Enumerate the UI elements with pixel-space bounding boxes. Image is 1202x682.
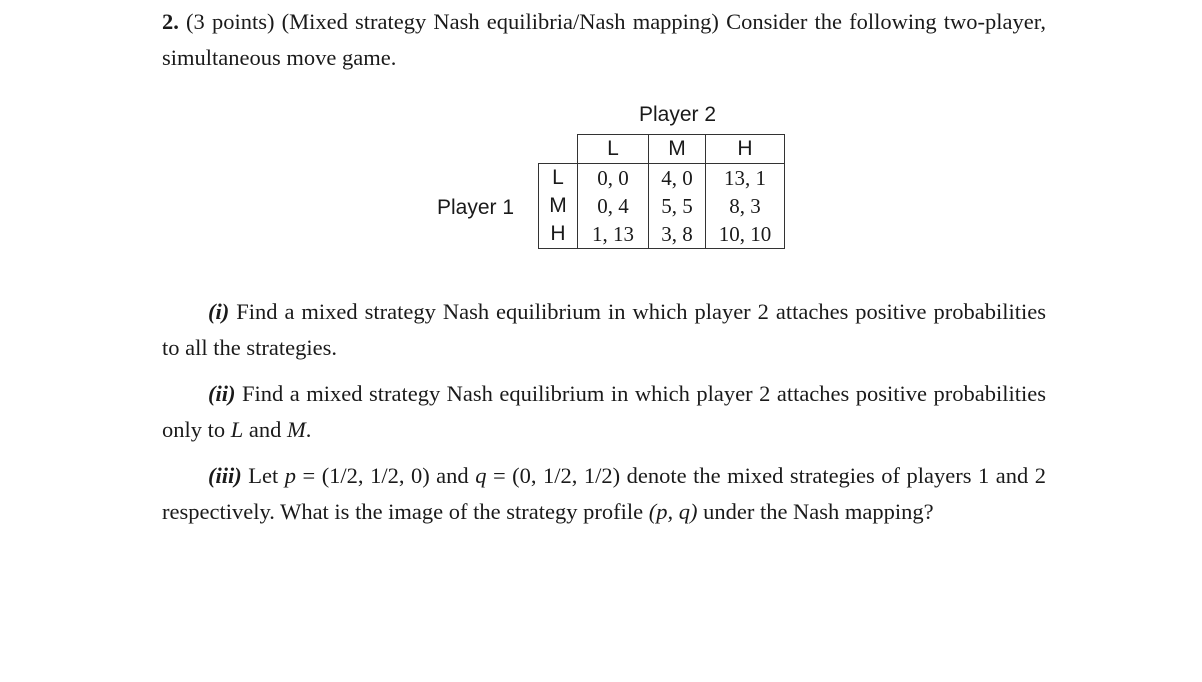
part-iii-q: q bbox=[475, 463, 487, 488]
payoff-row-m bbox=[539, 192, 785, 220]
part-iii-let: Let bbox=[241, 463, 285, 488]
part-i-marker: (i) bbox=[208, 299, 230, 324]
payoff-cell-m-l: 0, 4 bbox=[597, 194, 629, 218]
part-i-text: Find a mixed strategy Nash equilibrium in which player 2 attaches positive probabilities to all the strategies. bbox=[162, 299, 1046, 360]
payoff-header-row bbox=[539, 135, 785, 164]
part-ii-end: . bbox=[305, 417, 312, 442]
part-iii-p: p bbox=[284, 463, 296, 488]
part-iii-marker: (iii) bbox=[208, 463, 242, 488]
part-ii-strategy-l: L bbox=[230, 417, 244, 442]
part-iii-eq1: = (1/2, 1/2, 0) and bbox=[296, 463, 476, 488]
player-2-label: Player 2 bbox=[639, 103, 717, 126]
question-intro-text: (3 points) (Mixed strategy Nash equilibria/Nash mapping) Consider the following two-player, simultaneous move game. bbox=[162, 9, 1046, 70]
part-ii-text: Find a mixed strategy Nash equilibrium in which player 2 attaches positive probabilities only to bbox=[162, 381, 1046, 442]
payoff-cell-h-m: 3, 8 bbox=[649, 220, 706, 249]
row-header-l: L bbox=[539, 164, 578, 193]
part-ii-strategy-m: M bbox=[287, 417, 306, 442]
part-i bbox=[162, 294, 1046, 366]
part-iii-eq2: = (0, 1/2, 1/2) denote the mixed strategies of players 1 and 2 respectively. What is the image of the strategy profile bbox=[162, 463, 1047, 524]
payoff-cell-h-l: 1, 13 bbox=[578, 220, 649, 249]
column-header-h: H bbox=[706, 135, 785, 164]
payoff-cell-l-l: 0, 0 bbox=[597, 166, 629, 190]
question-number: 2. bbox=[162, 9, 179, 34]
question-intro bbox=[162, 4, 1046, 76]
part-ii-marker: (ii) bbox=[208, 381, 236, 406]
part-iii-profile: (p, q) bbox=[648, 499, 698, 524]
part-ii bbox=[162, 376, 1046, 448]
payoff-cell-h-h: 10, 10 bbox=[706, 220, 785, 249]
player-1-label: Player 1 bbox=[437, 196, 515, 219]
row-header-m: M bbox=[539, 192, 578, 220]
row-header-h: H bbox=[539, 220, 578, 249]
payoff-cell-m-m: 5, 5 bbox=[649, 192, 706, 220]
payoff-matrix bbox=[538, 134, 785, 249]
payoff-cell-m-h: 8, 3 bbox=[706, 192, 785, 220]
payoff-row-l bbox=[539, 164, 785, 193]
column-header-l: L bbox=[578, 135, 649, 164]
part-iii bbox=[162, 458, 1046, 530]
part-ii-and: and bbox=[243, 417, 288, 442]
part-iii-text-b: under the Nash mapping? bbox=[697, 499, 934, 524]
column-header-m: M bbox=[649, 135, 706, 164]
payoff-cell-l-m: 4, 0 bbox=[649, 164, 706, 193]
payoff-cell-l-h: 13, 1 bbox=[706, 164, 785, 193]
payoff-row-h bbox=[539, 220, 785, 249]
payoff-corner bbox=[539, 135, 578, 164]
